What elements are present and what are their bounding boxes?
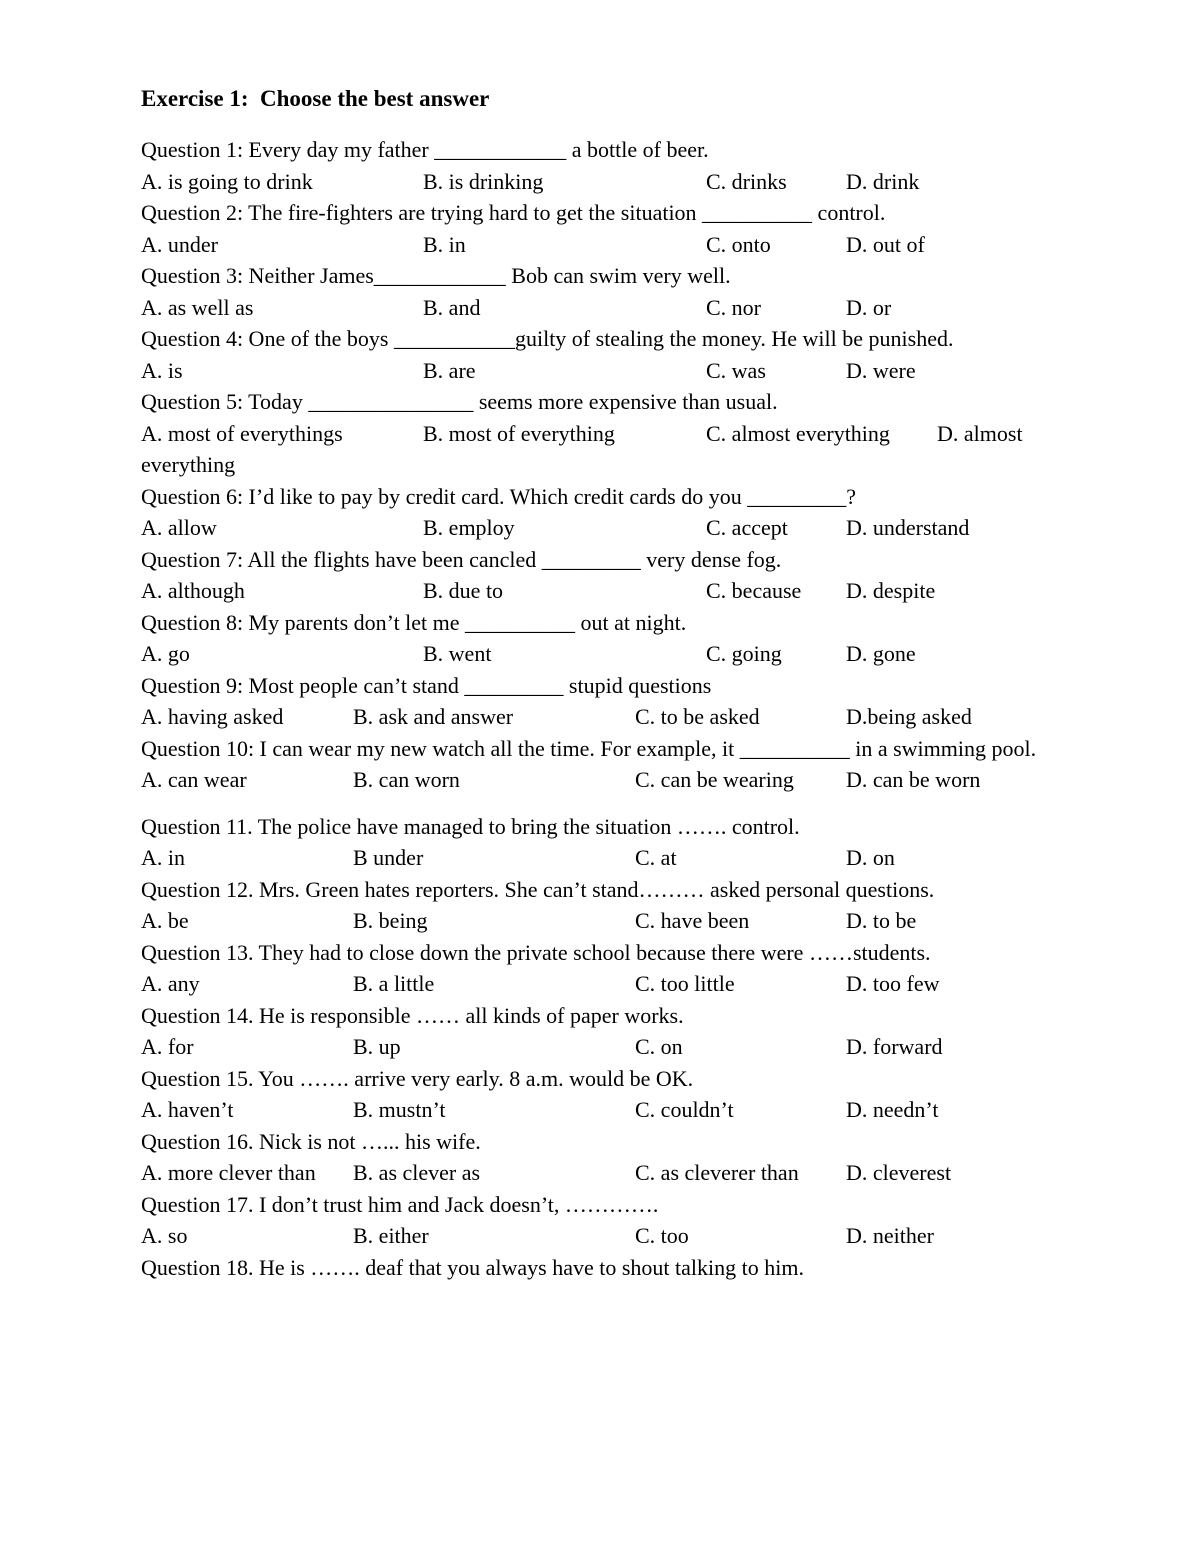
option-b: B. can worn (353, 767, 460, 792)
option-c: C. as cleverer than (635, 1160, 799, 1185)
question-text: Question 12. Mrs. Green hates reporters. She can’t stand……… asked personal questions. (141, 876, 935, 902)
option-b: B. being (353, 908, 428, 933)
option-c: C. because (706, 578, 802, 603)
option-a: A. any (141, 971, 200, 996)
question-text: Question 15. You ……. arrive very early. 8 a.m. would be OK. (141, 1065, 694, 1091)
option-c: C. drinks (706, 168, 787, 194)
question-text: Question 10: I can wear my new watch all the time. For example, it __________ in a swimming pool. (141, 735, 1037, 761)
option-d: D. drink (846, 168, 920, 194)
option-a: A. in (141, 845, 185, 870)
option-d: D. understand (846, 515, 970, 540)
options-row (141, 842, 1071, 874)
option-b: B under (353, 845, 424, 870)
option-d: D. too few (846, 971, 940, 996)
option-b: B. as clever as (353, 1160, 481, 1185)
option-a: A. having asked (141, 704, 284, 729)
question-text: Question 13. They had to close down the private school because there were ……students. (141, 939, 931, 965)
option-b: B. is drinking (423, 168, 544, 194)
question-text: Question 11. The police have managed to bring the situation ……. control. (141, 813, 800, 839)
options-row (141, 1157, 1071, 1189)
option-c: C. can be wearing (635, 767, 794, 792)
option-a: A. so (141, 1223, 188, 1248)
question-list (141, 134, 1071, 1283)
question-text: Question 3: Neither James____________ Bob can swim very well. (141, 263, 731, 288)
option-c: C. accept (706, 515, 788, 540)
option-c: C. on (635, 1034, 683, 1059)
option-a: A. haven’t (141, 1097, 234, 1122)
option-d: D. neither (846, 1223, 934, 1248)
option-c: C. going (706, 641, 782, 666)
option-b: B. went (423, 641, 492, 666)
section-gap (141, 796, 1071, 811)
options-row (141, 166, 1071, 198)
option-a: A. as well as (141, 294, 254, 320)
option-b: B. are (423, 357, 476, 383)
option-c: C. almost everything (706, 420, 890, 446)
options-row (141, 764, 1071, 796)
option-b: B. employ (423, 515, 515, 540)
option-a: A. more clever than (141, 1160, 316, 1185)
question-text: Question 17. I don’t trust him and Jack doesn’t, …………. (141, 1191, 659, 1217)
option-a: A. most of everythings (141, 420, 343, 446)
option-d: D. gone (846, 641, 916, 666)
option-b: B. ask and answer (353, 704, 514, 729)
option-c: C. at (635, 845, 677, 870)
option-b: B. and (423, 294, 481, 320)
options-row (141, 638, 1071, 670)
option-a: A. go (141, 641, 190, 666)
option-b: B. mustn’t (353, 1097, 446, 1122)
question-text: Question 4: One of the boys ___________guilty of stealing the money. He will be punished. (141, 326, 954, 351)
option-a: A. allow (141, 515, 217, 540)
options-row (141, 701, 1071, 733)
option-b: B. either (353, 1223, 429, 1248)
options-row (141, 512, 1071, 544)
question-text: Question 8: My parents don’t let me __________ out at night. (141, 609, 687, 635)
option-a: A. although (141, 578, 245, 603)
option-d: D. almost everything (141, 420, 1023, 477)
option-c: C. have been (635, 908, 750, 933)
option-d: D. or (846, 294, 892, 320)
question-text: Question 16. Nick is not …... his wife. (141, 1128, 481, 1154)
question-text: Question 5: Today _______________ seems more expensive than usual. (141, 389, 778, 414)
option-b: B. a little (353, 971, 435, 996)
option-b: B. most of everything (423, 420, 615, 446)
option-c: C. onto (706, 231, 771, 257)
option-d: D. were (846, 357, 916, 383)
question-text: Question 7: All the flights have been cancled _________ very dense fog. (141, 546, 782, 572)
question-text: Question 9: Most people can’t stand _________ stupid questions (141, 672, 712, 698)
option-c: C. nor (706, 294, 761, 320)
question-text: Question 2: The fire-fighters are trying hard to get the situation __________ control. (141, 200, 886, 225)
option-a: A. be (141, 908, 189, 933)
question-text: Question 14. He is responsible …… all kinds of paper works. (141, 1002, 684, 1028)
option-c: C. to be asked (635, 704, 760, 729)
options-row (141, 575, 1071, 607)
options-row (141, 1220, 1071, 1252)
option-c: C. was (706, 357, 766, 383)
question-text: Question 6: I’d like to pay by credit card. Which credit cards do you _________? (141, 483, 857, 509)
option-d: D. despite (846, 578, 936, 603)
option-c: C. too (635, 1223, 689, 1248)
option-b: B. due to (423, 578, 504, 603)
option-b: B. up (353, 1034, 401, 1059)
options-row (141, 1031, 1071, 1063)
option-a: A. under (141, 231, 218, 257)
option-a: A. can wear (141, 767, 247, 792)
option-a: A. for (141, 1034, 194, 1059)
options-row (141, 292, 1071, 324)
options-row (141, 905, 1071, 937)
exercise-title: Exercise 1: Choose the best answer (141, 86, 490, 111)
option-d: D. out of (846, 231, 925, 257)
options-row (141, 355, 1071, 387)
option-d: D. needn’t (846, 1097, 939, 1122)
option-c: C. too little (635, 971, 735, 996)
option-b: B. in (423, 231, 466, 257)
option-d: D.being asked (846, 704, 972, 729)
options-row (141, 1094, 1071, 1126)
option-d: D. to be (846, 908, 917, 933)
option-a: A. is going to drink (141, 168, 313, 194)
options-row (141, 418, 1071, 481)
options-row (141, 229, 1071, 261)
options-row (141, 968, 1071, 1000)
option-d: D. on (846, 845, 895, 870)
option-a: A. is (141, 357, 183, 383)
option-d: D. cleverest (846, 1160, 952, 1185)
question-text: Question 18. He is ……. deaf that you always have to shout talking to him. (141, 1254, 804, 1280)
option-c: C. couldn’t (635, 1097, 734, 1122)
option-d: D. forward (846, 1034, 943, 1059)
question-text: Question 1: Every day my father ____________ a bottle of beer. (141, 137, 709, 162)
option-d: D. can be worn (846, 767, 981, 792)
worksheet (141, 84, 1071, 1283)
